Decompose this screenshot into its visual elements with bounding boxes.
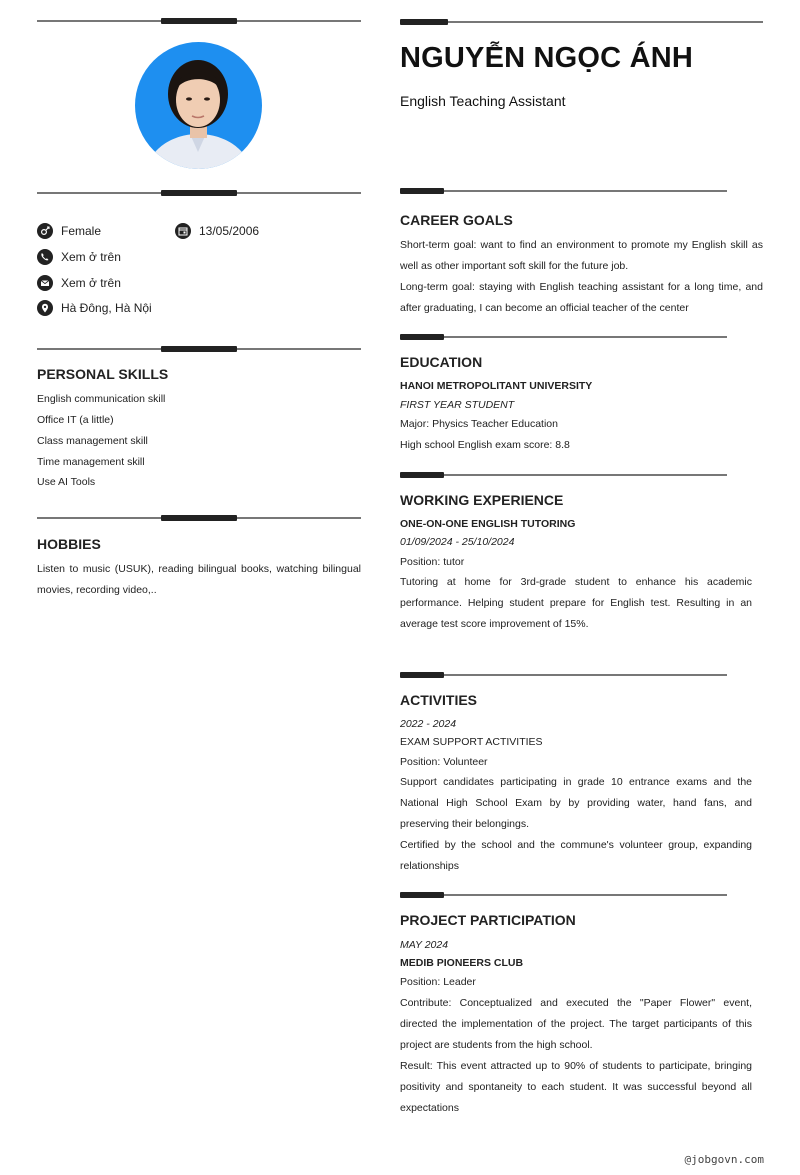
candidate-name: NGUYỄN NGỌC ÁNH <box>400 42 694 74</box>
phone-icon <box>37 249 53 265</box>
gender-row <box>37 223 101 239</box>
skill-item: Use AI Tools <box>37 476 96 488</box>
projects-heading: PROJECT PARTICIPATION <box>400 912 576 928</box>
project-result: Result: This event attracted up to 90% of students to participate, bringing positivity and spontaneity to each student. It was successful beyond all expectations <box>400 1060 752 1114</box>
phone-row <box>37 249 121 265</box>
personal-skills-heading: PERSONAL SKILLS <box>37 366 169 382</box>
project-name: MEDIB PIONEERS CLUB <box>400 957 524 969</box>
education-heading: EDUCATION <box>400 354 483 370</box>
address-row <box>37 300 152 316</box>
experience-position: Position: tutor <box>400 556 465 568</box>
divider-top-left <box>37 17 361 25</box>
education-score: High school English exam score: 8.8 <box>400 439 570 451</box>
birthdate-row <box>175 223 259 239</box>
activities-dates: 2022 - 2024 <box>400 718 457 730</box>
profile-photo <box>135 42 262 169</box>
experience-dates: 01/09/2024 - 25/10/2024 <box>400 536 515 548</box>
activities-description: Support candidates participating in grade 10 entrance exams and the National High School Exam by by providing water, hand fans, and preserving their belongings. <box>400 776 752 830</box>
gender-icon <box>37 223 53 239</box>
divider-below-photo <box>37 189 361 197</box>
education-major: Major: Physics Teacher Education <box>400 418 558 430</box>
skill-item: Class management skill <box>37 435 148 447</box>
calendar-icon <box>175 223 191 239</box>
divider-projects <box>400 891 727 899</box>
divider-top-right <box>400 18 763 26</box>
project-contribution: Contribute: Conceptualized and executed the "Paper Flower" event, directed the implementation of the project. The target participants of this project are students from the high school. <box>400 997 752 1051</box>
hobbies-heading: HOBBIES <box>37 536 101 552</box>
divider-personal-skills <box>37 345 361 353</box>
divider-activities <box>400 671 727 679</box>
email-icon <box>37 275 53 291</box>
long-term-goal: Long-term goal: staying with English teaching assistant for a long time, and after graduating, I can become an official teacher of the center <box>400 281 763 314</box>
candidate-title: English Teaching Assistant <box>400 93 566 109</box>
skill-item: Office IT (a little) <box>37 414 114 426</box>
skill-item: English communication skill <box>37 393 166 405</box>
education-status: FIRST YEAR STUDENT <box>400 399 515 411</box>
experience-description: Tutoring at home for 3rd-grade student to enhance his academic performance. Helping student prepare for English test. Resulting in an average test score improvement of 15%. <box>400 576 752 630</box>
divider-hobbies <box>37 514 361 522</box>
email-row <box>37 275 121 291</box>
birthdate-text: 13/05/2006 <box>199 224 260 238</box>
hobbies-text: Listen to music (USUK), reading bilingual books, watching bilingual movies, recording video,.. <box>37 563 361 596</box>
project-position: Position: Leader <box>400 976 476 988</box>
project-dates: MAY 2024 <box>400 939 449 951</box>
divider-career-goals <box>400 187 727 195</box>
email-text: Xem ở trên <box>61 276 121 290</box>
divider-experience <box>400 471 727 479</box>
short-term-goal: Short-term goal: want to find an environment to promote my English skill as well as other important soft skill for the future job. <box>400 239 763 272</box>
watermark: @jobgovn.com <box>684 1153 764 1166</box>
phone-text: Xem ở trên <box>61 250 121 264</box>
address-text: Hà Đông, Hà Nội <box>61 301 152 315</box>
activities-heading: ACTIVITIES <box>400 692 478 708</box>
activities-position: Position: Volunteer <box>400 756 488 768</box>
career-goals-heading: CAREER GOALS <box>400 212 513 228</box>
gender-text: Female <box>61 224 102 238</box>
activities-certificate: Certified by the school and the commune's volunteer group, expanding relationships <box>400 839 752 872</box>
skill-item: Time management skill <box>37 456 145 468</box>
school-name: HANOI METROPOLITANT UNIVERSITY <box>400 380 593 392</box>
divider-education <box>400 333 727 341</box>
experience-heading: WORKING EXPERIENCE <box>400 492 564 508</box>
experience-company: ONE-ON-ONE ENGLISH TUTORING <box>400 518 576 530</box>
location-icon <box>37 300 53 316</box>
activities-name: EXAM SUPPORT ACTIVITIES <box>400 736 543 748</box>
